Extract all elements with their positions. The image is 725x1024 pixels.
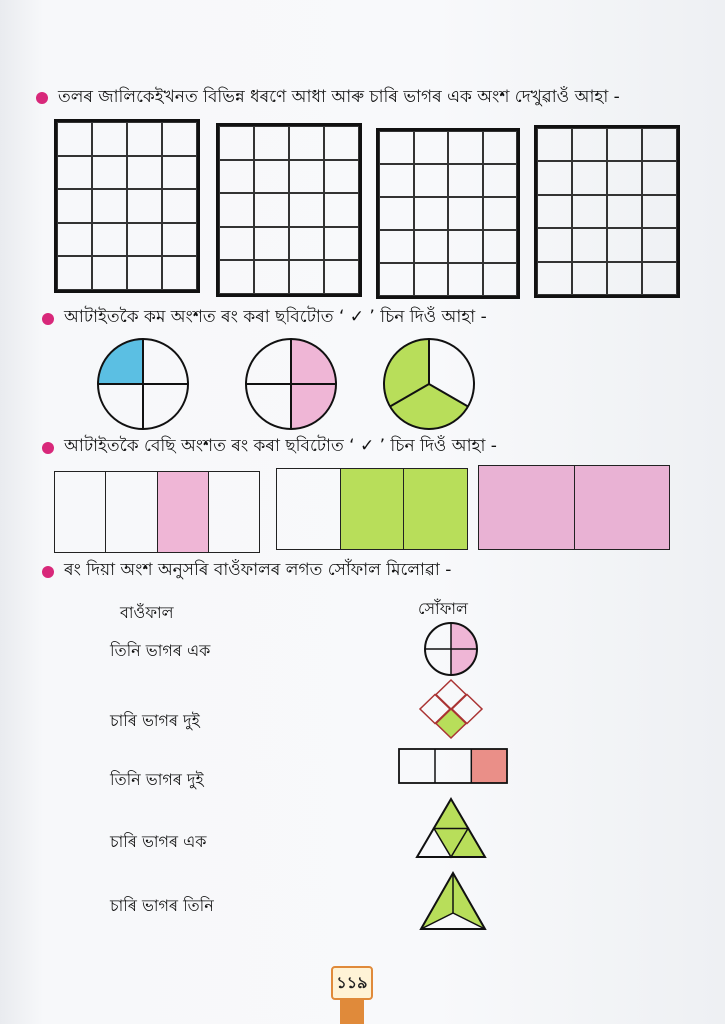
grid-cell[interactable] — [414, 131, 449, 164]
grid-cell[interactable] — [448, 131, 483, 164]
grid-cell[interactable] — [254, 260, 289, 294]
grid-cell[interactable] — [254, 193, 289, 227]
grid-cell[interactable] — [414, 230, 449, 263]
grid-cell[interactable] — [162, 256, 197, 290]
grid-cell[interactable] — [92, 256, 127, 290]
grid-cell[interactable] — [289, 126, 324, 160]
bar-segment — [208, 472, 259, 552]
grid-cell[interactable] — [324, 160, 359, 194]
grid-3[interactable] — [376, 128, 520, 299]
grid-cell[interactable] — [57, 189, 92, 223]
grid-cell[interactable] — [324, 193, 359, 227]
grid-cell[interactable] — [483, 263, 518, 296]
grid-cell[interactable] — [414, 164, 449, 197]
grid-cell[interactable] — [219, 126, 254, 160]
grid-cell[interactable] — [642, 228, 677, 261]
question-2: আটাইতকৈ কম অংশত ৰং কৰা ছবিটোত ‘ ✓ ’ চিন দিওঁ আহা - — [64, 307, 487, 327]
bar-segment — [55, 472, 105, 552]
grid-1[interactable] — [54, 119, 200, 293]
right-item-diamond-quarter[interactable] — [420, 680, 482, 738]
grid-cell[interactable] — [219, 227, 254, 261]
grid-cell[interactable] — [414, 197, 449, 230]
grid-cell[interactable] — [289, 160, 324, 194]
grid-cell[interactable] — [379, 197, 414, 230]
right-item-triangle-three-quarters[interactable] — [415, 797, 487, 859]
grid-cell[interactable] — [537, 128, 572, 161]
bar-two-thirds-shaded[interactable] — [276, 468, 468, 550]
grid-cell[interactable] — [642, 161, 677, 194]
grid-cell[interactable] — [57, 223, 92, 257]
grid-cell[interactable] — [607, 161, 642, 194]
right-column-header: সোঁফাল — [418, 599, 468, 618]
circle-quarter-shaded[interactable] — [97, 338, 189, 430]
grid-cell[interactable] — [289, 260, 324, 294]
grid-cell[interactable] — [572, 228, 607, 261]
grid-cell[interactable] — [607, 228, 642, 261]
circle-two-thirds-shaded[interactable] — [383, 338, 475, 430]
grid-cell[interactable] — [324, 260, 359, 294]
grid-cell[interactable] — [448, 197, 483, 230]
grid-cell[interactable] — [92, 122, 127, 156]
grid-cell[interactable] — [414, 263, 449, 296]
circle-half-shaded[interactable] — [245, 338, 337, 430]
grid-cell[interactable] — [162, 223, 197, 257]
bar-segment — [105, 472, 156, 552]
grid-cell[interactable] — [642, 262, 677, 295]
right-item-bar-third[interactable] — [398, 748, 508, 784]
grid-cell[interactable] — [483, 164, 518, 197]
grid-cell[interactable] — [127, 122, 162, 156]
grid-cell[interactable] — [642, 195, 677, 228]
grid-cell[interactable] — [607, 195, 642, 228]
page-number: ১১৯ — [331, 966, 373, 1000]
grid-cell[interactable] — [572, 195, 607, 228]
grid-cell[interactable] — [483, 197, 518, 230]
right-item-triangle-two-thirds[interactable] — [419, 871, 487, 931]
left-column-header: বাওঁফাল — [120, 603, 174, 622]
grid-cell[interactable] — [254, 126, 289, 160]
bullet-q1 — [36, 92, 48, 104]
grid-cell[interactable] — [448, 263, 483, 296]
left-item-1[interactable]: তিনি ভাগৰ এক — [110, 641, 211, 660]
grid-cell[interactable] — [57, 256, 92, 290]
question-3: আটাইতকৈ বেছি অংশত ৰং কৰা ছবিটোত ‘ ✓ ’ চিন দিওঁ আহা - — [64, 436, 497, 456]
grid-cell[interactable] — [92, 156, 127, 190]
bar-segment-shaded — [574, 466, 670, 549]
grid-cell[interactable] — [162, 122, 197, 156]
grid-cell[interactable] — [642, 128, 677, 161]
grid-cell[interactable] — [92, 223, 127, 257]
bar-segment-shaded — [340, 469, 404, 549]
bullet-q4 — [42, 566, 54, 578]
left-item-2[interactable]: চাৰি ভাগৰ দুই — [110, 711, 200, 730]
grid-cell[interactable] — [219, 193, 254, 227]
grid-cell[interactable] — [57, 156, 92, 190]
grid-cell[interactable] — [219, 160, 254, 194]
grid-cell[interactable] — [537, 161, 572, 194]
bar-segment-shaded — [479, 466, 574, 549]
bar-segment-shaded — [403, 469, 467, 549]
grid-cell[interactable] — [127, 189, 162, 223]
grid-4[interactable] — [534, 125, 680, 298]
right-item-circle-half[interactable] — [424, 622, 478, 676]
question-4: ৰং দিয়া অংশ অনুসৰি বাওঁফালৰ লগত সোঁফাল মিলোৱা - — [64, 560, 452, 580]
grid-cell[interactable] — [379, 230, 414, 263]
grid-cell[interactable] — [92, 189, 127, 223]
grid-cell[interactable] — [379, 263, 414, 296]
grid-cell[interactable] — [572, 128, 607, 161]
grid-cell[interactable] — [537, 262, 572, 295]
grid-cell[interactable] — [162, 156, 197, 190]
bar-segment-shaded — [157, 472, 208, 552]
grid-cell[interactable] — [289, 193, 324, 227]
grid-2[interactable] — [216, 123, 362, 297]
grid-cell[interactable] — [607, 128, 642, 161]
grid-cell[interactable] — [483, 131, 518, 164]
grid-cell[interactable] — [324, 227, 359, 261]
grid-cell[interactable] — [57, 122, 92, 156]
grid-cell[interactable] — [379, 131, 414, 164]
grid-cell[interactable] — [324, 126, 359, 160]
grid-cell[interactable] — [289, 227, 324, 261]
grid-cell[interactable] — [607, 262, 642, 295]
grid-cell[interactable] — [572, 262, 607, 295]
bullet-q3 — [42, 442, 54, 454]
left-item-5[interactable]: চাৰি ভাগৰ তিনি — [110, 896, 214, 915]
grid-cell[interactable] — [219, 260, 254, 294]
grid-cell[interactable] — [254, 227, 289, 261]
bullet-q2 — [42, 313, 54, 325]
grid-cell[interactable] — [379, 164, 414, 197]
left-item-4[interactable]: চাৰি ভাগৰ এক — [110, 832, 207, 851]
grid-cell[interactable] — [127, 156, 162, 190]
grid-cell[interactable] — [537, 195, 572, 228]
page-number-tab — [340, 1000, 364, 1024]
grid-cell[interactable] — [483, 230, 518, 263]
bar-fully-shaded[interactable] — [478, 465, 670, 550]
left-item-3[interactable]: তিনি ভাগৰ দুই — [110, 770, 204, 789]
question-1: তলৰ জালিকেইখনত বিভিন্ন ধৰণে আধা আৰু চাৰি ভাগৰ এক অংশ দেখুৱাওঁ আহা - — [58, 87, 620, 107]
bar-quarter-shaded[interactable] — [54, 471, 260, 553]
bar-segment — [277, 469, 340, 549]
grid-cell[interactable] — [537, 228, 572, 261]
grid-cell[interactable] — [572, 161, 607, 194]
grid-cell[interactable] — [162, 189, 197, 223]
grid-cell[interactable] — [127, 223, 162, 257]
grid-cell[interactable] — [254, 160, 289, 194]
grid-cell[interactable] — [448, 230, 483, 263]
grid-cell[interactable] — [448, 164, 483, 197]
grid-cell[interactable] — [127, 256, 162, 290]
